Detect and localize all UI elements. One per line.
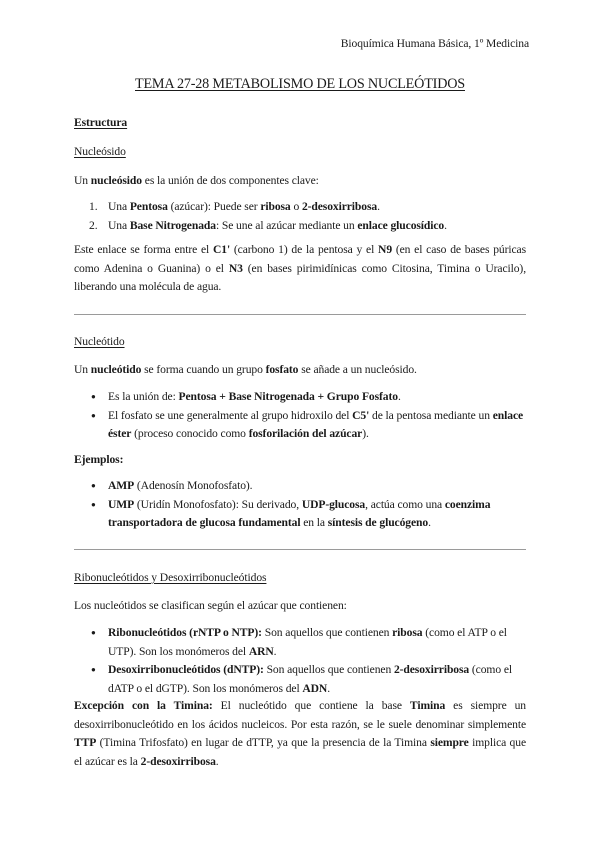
bold-term: fosforilación del azúcar [248,427,363,441]
text: Son aquellos que contienen [261,626,393,639]
ejemplos-label: Ejemplos: [74,453,124,466]
bold-term: Ribonucleótidos (rNTP o NTP): [108,626,262,639]
text: El nucleótido que contiene la base [212,699,410,712]
bold-term: UDP-glucosa [301,497,366,511]
ribo-list [74,624,526,698]
text: . [273,644,277,658]
text: (en bases pirimidínicas como Citosina, Timina o Uracilo), liberando una molécula de agua. [74,261,526,294]
bold-term: Pentosa + Base Nitrogenada + Grupo Fosfato [178,390,398,403]
bold-term: Excepción con la Timina: [74,699,213,712]
bullet-icon: ● [91,410,96,420]
bold-term: Pentosa [129,200,168,213]
bold-term: N9 [378,243,393,256]
list-item [74,661,526,698]
bold-term: Desoxirribonucleótidos (dNTP): [108,663,264,677]
bold-term: ARN [248,644,274,658]
text: de la pentosa mediante un [369,408,493,422]
page-header: Bioquímica Humana Básica, 1º Medicina [340,37,529,50]
section-heading-estructura [74,114,526,133]
text: Son aquellos que contienen [263,663,394,677]
text: o [290,200,302,213]
text: Es la unión de: [108,390,179,403]
text: (Uridín Monofosfato): Su derivado, [134,497,302,511]
bullet-icon: ● [91,481,96,490]
text: se forma cuando un grupo [141,363,266,376]
nucleosido-list [74,198,526,235]
list-item [74,407,526,444]
estructura-label: Estructura [74,116,128,129]
bold-term: nucleótido [90,363,142,376]
bold-term: fosfato [265,363,299,376]
ribo-heading: Ribonucleótidos y Desoxirribonucleótidos [74,571,267,584]
text: El fosfato se une generalmente al grupo hidroxilo del [108,408,353,422]
text: . [444,218,447,232]
text: . [327,681,331,695]
bold-term: 2-desoxirribosa [301,200,378,213]
list-item [74,477,526,496]
text: implica que el azúcar es la [74,736,526,768]
page-title: TEMA 27-28 METABOLISMO DE LOS NUCLEÓTIDOS [135,76,465,92]
bold-term: UMP [108,497,135,511]
text: Este enlace se forma entre el [74,243,213,256]
text: . [428,516,431,530]
bold-term: ribosa [392,626,423,639]
bold-term: TTP [74,736,97,750]
bold-term: N3 [228,261,243,275]
text: : Se une al azúcar mediante un [215,218,358,232]
horizontal-rule [74,314,526,315]
bold-term: C1' [213,243,231,256]
ejemplos-heading [74,451,526,470]
text: (carbono 1) de la pentosa y el [230,243,379,256]
text: . [215,754,219,768]
list-item [74,496,526,533]
text: (en el caso de bases púricas como Adenina o Guanina) o el [74,243,526,275]
bold-term: ribosa [260,200,291,213]
bullet-icon: ● [91,665,96,675]
bold-term: Base Nitrogenada [129,218,216,232]
text: Un [74,174,91,187]
bold-term: siempre [430,736,469,750]
ribo-intro [74,597,526,616]
horizontal-rule [74,549,526,550]
bullet-icon: ● [91,628,96,637]
subheading-nucleotido [74,333,526,352]
bold-term: 2-desoxirribosa [140,754,216,768]
list-item [74,198,526,217]
text: (como el ATP o el UTP). Son los monómeros del [108,626,507,658]
text: es la unión de dos componentes clave: [141,174,319,187]
bold-term: enlace glucosídico [357,218,445,232]
bold-term: síntesis de glucógeno [327,516,429,530]
nucleosido-heading: Nucleósido [74,145,126,158]
nucleotido-list [74,388,526,444]
list-item [74,388,526,407]
bold-term: 2-desoxirribosa [393,663,470,677]
bullet-icon: ● [91,499,96,509]
text: Un [74,363,91,376]
text: . [397,390,401,403]
text: (azúcar): Puede ser [167,200,261,213]
subheading-ribonucleotidos [74,569,526,588]
bold-term: enlace éster [108,408,524,441]
ejemplos-list [74,477,526,533]
bold-term: coenzima transportadora de glucosa fundamental [108,497,491,530]
bold-term: AMP [108,479,135,492]
excepcion-paragraph [74,697,526,771]
nucleotido-heading: Nucleótido [74,335,125,348]
text: . [377,200,380,213]
list-number: 1. [89,200,98,213]
text: (proceso conocido como [131,427,249,441]
list-number: 2. [89,218,98,232]
text: Los nucleótidos se clasifican según el azúcar que contienen: [74,599,347,612]
bullet-icon: ● [91,392,96,401]
bold-term: Timina [409,699,446,712]
text: se añade a un nucleósido. [298,363,417,376]
nucleotido-intro [74,361,526,380]
text: es siempre un desoxirribonucleótido en los ácidos nucleicos. Por esta razón, se le suele denominar simplemente [74,699,526,731]
nucleosido-intro [74,172,526,191]
list-item [74,624,526,661]
text: Una [108,200,130,213]
bold-term: ADN [302,681,328,695]
list-item [74,217,526,236]
text: ). [362,427,369,441]
bold-term: nucleósido [90,174,142,187]
bold-term: C5' [352,408,370,422]
text: , actúa como una [365,497,445,511]
text: Una [108,218,130,232]
text: (como el dATP o el dGTP). Son los monómeros del [108,663,512,695]
subheading-nucleosido [74,143,526,162]
text: (Timina Trifosfato) en lugar de dTTP, ya que la presencia de la Timina [96,736,431,750]
text: en la [300,516,328,530]
nucleosido-paragraph [74,241,526,297]
text: (Adenosín Monofosfato). [134,479,253,492]
